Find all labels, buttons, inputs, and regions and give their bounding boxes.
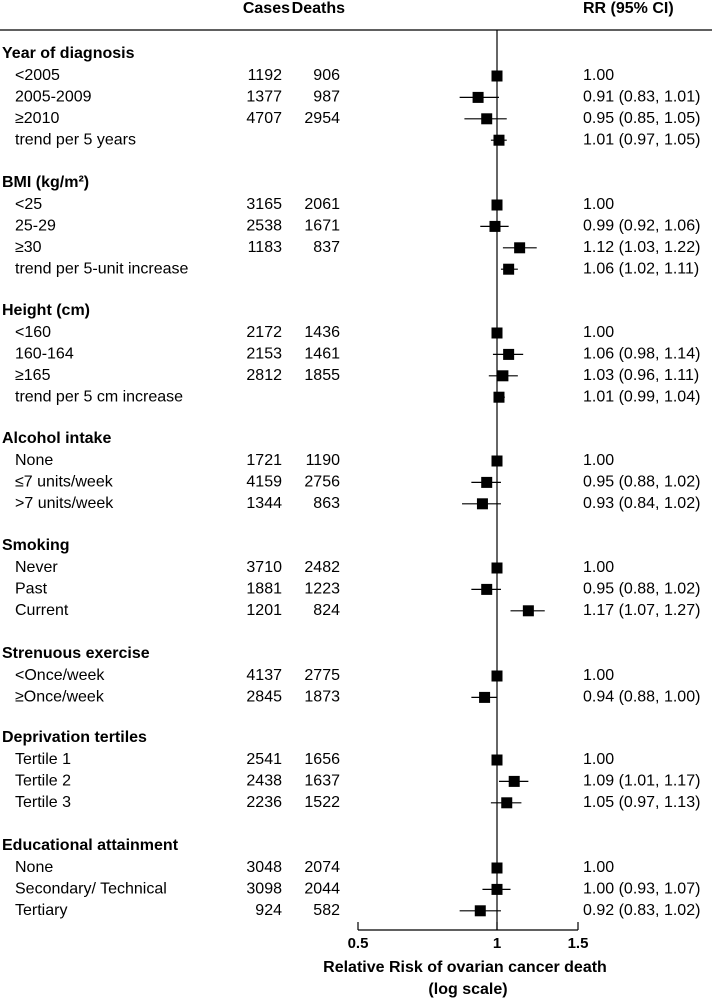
- deaths-value: 1436: [304, 324, 340, 342]
- rr-ci-text: 0.95 (0.85, 1.05): [583, 110, 701, 128]
- cases-value: 1183: [247, 239, 282, 257]
- row-label: <Once/week: [15, 667, 105, 685]
- row-label: Tertile 2: [15, 772, 72, 790]
- cases-value: 3710: [246, 559, 282, 577]
- cases-value: 1377: [246, 88, 282, 106]
- deaths-value: 863: [313, 495, 340, 513]
- cases-value: 3048: [246, 859, 282, 877]
- row-label: None: [15, 859, 54, 877]
- cases-value: 1192: [247, 67, 282, 85]
- deaths-value: 1223: [304, 580, 340, 598]
- rr-point: [481, 477, 492, 488]
- deaths-value: 906: [313, 67, 340, 85]
- x-tick-label: 1: [492, 935, 502, 952]
- cases-value: 2236: [246, 794, 282, 812]
- row-label: ≥165: [15, 367, 51, 385]
- rr-ci-text: 1.01 (0.99, 1.04): [583, 388, 701, 406]
- group-title: Deprivation tertiles: [2, 729, 147, 747]
- cases-value: 4707: [246, 110, 282, 128]
- x-axis: [323, 30, 607, 998]
- row-label: trend per 5 years: [15, 131, 136, 149]
- rr-ci-text: 1.00 (0.93, 1.07): [583, 880, 701, 898]
- deaths-value: 2775: [304, 667, 340, 685]
- rr-ci-text: 1.00: [583, 559, 615, 577]
- cases-value: 2845: [246, 688, 282, 706]
- rr-ci-text: 1.12 (1.03, 1.22): [583, 239, 701, 257]
- rr-ci-text: 1.00: [583, 324, 615, 342]
- group-title: BMI (kg/m²): [2, 174, 90, 192]
- cases-value: 1344: [246, 495, 282, 513]
- cases-value: 4159: [246, 473, 282, 491]
- deaths-value: 2954: [304, 110, 340, 128]
- group-title: Year of diagnosis: [2, 45, 135, 63]
- rr-ci-text: 1.03 (0.96, 1.11): [583, 367, 700, 385]
- cases-value: 924: [255, 902, 282, 920]
- row-label: ≥Once/week: [15, 688, 104, 706]
- cases-value: 2812: [246, 367, 282, 385]
- row-label: trend per 5 cm increase: [15, 388, 184, 406]
- deaths-value: 2074: [304, 859, 340, 877]
- rr-ci-text: 1.00: [583, 452, 615, 470]
- deaths-value: 2482: [304, 559, 340, 577]
- rr-point: [493, 135, 504, 146]
- rr-ci-text: 1.00: [583, 859, 615, 877]
- row-label: 2005-2009: [15, 88, 92, 106]
- deaths-value: 1873: [304, 688, 340, 706]
- rr-ci-text: 0.95 (0.88, 1.02): [583, 580, 701, 598]
- rr-point: [475, 905, 486, 916]
- cases-value: 3165: [246, 196, 282, 214]
- x-axis-scale-note: (log scale): [428, 981, 508, 998]
- row-label: Tertiary: [15, 902, 68, 920]
- group-title: Smoking: [2, 537, 70, 555]
- row-label: 25-29: [15, 217, 56, 235]
- rr-ci-text: 1.00: [583, 751, 615, 769]
- rr-ci-text: 1.00: [583, 67, 615, 85]
- rr-point: [509, 776, 520, 787]
- deaths-value: 1637: [304, 772, 340, 790]
- rr-ci-text: 0.95 (0.88, 1.02): [583, 473, 701, 491]
- row-label: Never: [15, 559, 58, 577]
- cases-value: 1721: [246, 452, 282, 470]
- rr-point: [479, 692, 490, 703]
- rr-ci-text: 0.99 (0.92, 1.06): [583, 217, 701, 235]
- rr-point: [497, 370, 508, 381]
- row-label: Tertile 3: [15, 794, 72, 812]
- header-deaths: Deaths: [291, 0, 345, 17]
- group-title: Height (cm): [2, 302, 90, 320]
- cases-value: 1881: [246, 580, 282, 598]
- deaths-value: 1522: [304, 794, 340, 812]
- deaths-value: 1671: [304, 217, 340, 235]
- rr-point: [473, 92, 484, 103]
- rr-ci-text: 1.01 (0.97, 1.05): [583, 131, 701, 149]
- deaths-value: 582: [313, 902, 340, 920]
- x-axis-title: Relative Risk of ovarian cancer death: [323, 959, 607, 976]
- rr-ci-text: 0.94 (0.88, 1.00): [583, 688, 701, 706]
- rr-ci-text: 0.91 (0.83, 1.01): [583, 88, 701, 106]
- row-label: ≤7 units/week: [15, 473, 113, 491]
- cases-value: 2538: [246, 217, 282, 235]
- rr-point: [523, 605, 534, 616]
- deaths-value: 2061: [304, 196, 340, 214]
- row-label: trend per 5-unit increase: [15, 260, 189, 278]
- header-cases: Cases: [242, 0, 290, 17]
- rr-point: [481, 584, 492, 595]
- group-title: Educational attainment: [2, 837, 179, 855]
- group-title: Alcohol intake: [2, 430, 112, 448]
- rr-point: [503, 349, 514, 360]
- row-label: 160-164: [15, 345, 74, 363]
- deaths-value: 987: [313, 88, 340, 106]
- deaths-value: 837: [313, 239, 340, 257]
- rr-ci-text: 1.06 (1.02, 1.11): [583, 260, 700, 278]
- x-tick-label: 1.5: [567, 935, 589, 952]
- deaths-value: 1855: [304, 367, 340, 385]
- cases-value: 2172: [246, 324, 282, 342]
- rr-point: [481, 113, 492, 124]
- rr-point: [503, 264, 514, 275]
- x-tick-label: 0.5: [347, 935, 369, 952]
- cases-value: 1201: [246, 602, 282, 620]
- deaths-value: 1190: [305, 452, 340, 470]
- row-label: <2005: [15, 67, 60, 85]
- cases-value: 3098: [246, 880, 282, 898]
- cases-value: 2438: [246, 772, 282, 790]
- header-rr: RR (95% CI): [583, 0, 674, 17]
- rr-point: [514, 242, 525, 253]
- rr-ci-text: 1.00: [583, 667, 615, 685]
- row-label: <25: [15, 196, 43, 214]
- rr-ci-text: 1.05 (0.97, 1.13): [583, 794, 701, 812]
- rr-point: [477, 498, 488, 509]
- deaths-value: 824: [313, 602, 340, 620]
- cases-value: 2541: [246, 751, 282, 769]
- rr-point: [501, 797, 512, 808]
- deaths-value: 2044: [304, 880, 340, 898]
- row-label: <160: [15, 324, 52, 342]
- cases-value: 2153: [246, 345, 282, 363]
- cases-value: 4137: [246, 667, 282, 685]
- group-title: Strenuous exercise: [2, 645, 150, 663]
- rr-point: [493, 392, 504, 403]
- rr-ci-text: 0.92 (0.83, 1.02): [583, 902, 701, 920]
- forest-rows: [2, 45, 700, 919]
- rr-ci-text: 0.93 (0.84, 1.02): [583, 495, 701, 513]
- row-label: Secondary/ Technical: [15, 880, 167, 898]
- row-label: None: [15, 452, 54, 470]
- rr-ci-text: 1.06 (0.98, 1.14): [583, 345, 701, 363]
- row-label: Past: [15, 580, 48, 598]
- row-label: ≥30: [15, 239, 42, 257]
- rr-point: [489, 221, 500, 232]
- row-label: Current: [15, 602, 69, 620]
- deaths-value: 2756: [304, 473, 340, 491]
- rr-ci-text: 1.17 (1.07, 1.27): [583, 602, 701, 620]
- row-label: Tertile 1: [15, 751, 72, 769]
- deaths-value: 1461: [304, 345, 340, 363]
- row-label: >7 units/week: [15, 495, 114, 513]
- deaths-value: 1656: [304, 751, 340, 769]
- rr-ci-text: 1.00: [583, 196, 615, 214]
- row-label: ≥2010: [15, 110, 60, 128]
- rr-ci-text: 1.09 (1.01, 1.17): [583, 772, 701, 790]
